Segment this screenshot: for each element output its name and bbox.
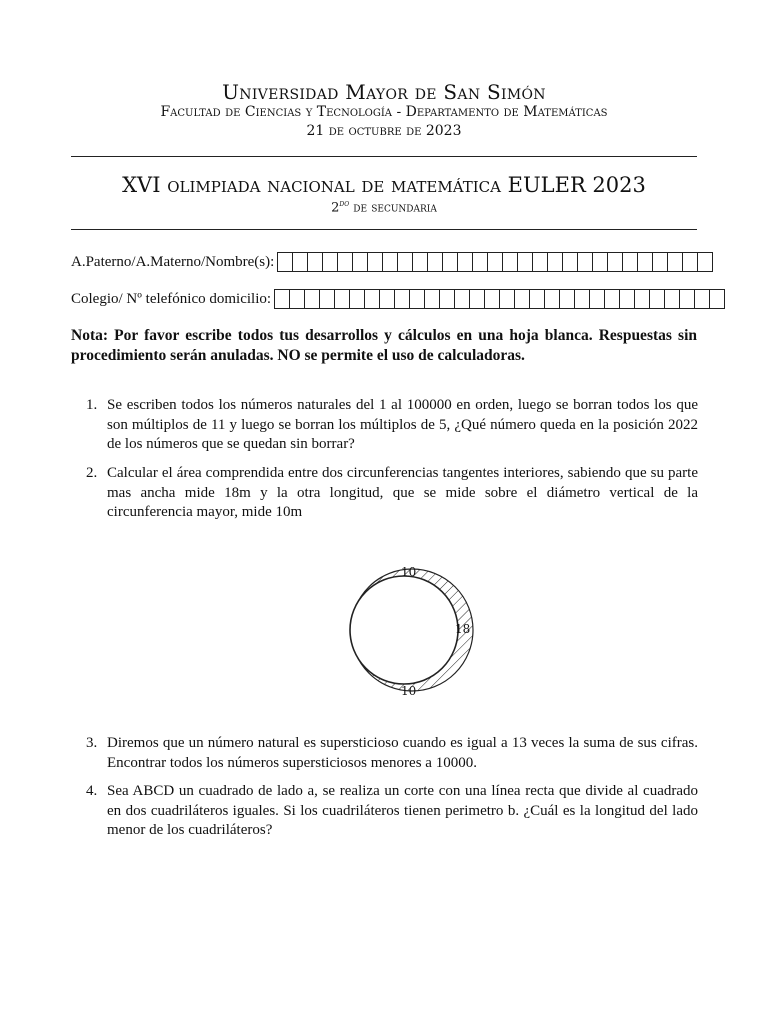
grade-level-text: de secundaria	[349, 200, 437, 216]
input-box[interactable]	[545, 289, 560, 309]
input-box[interactable]	[458, 252, 473, 272]
input-box[interactable]	[290, 289, 305, 309]
header-rule-top	[71, 156, 697, 157]
tangent-circles-figure	[340, 560, 480, 700]
input-box[interactable]	[668, 252, 683, 272]
problem-text: Calcular el área comprendida entre dos circunferencias tangentes interiores, sabiendo que su parte mas ancha mide 18m y la otra longitud, que se mide sobre el diámetro vertical de la circunferencia mayor, mide 10m	[107, 465, 698, 520]
input-box[interactable]	[323, 252, 338, 272]
input-box[interactable]	[635, 289, 650, 309]
figure-label-top: 10	[401, 565, 417, 579]
input-box[interactable]	[500, 289, 515, 309]
problem-text: Diremos que un número natural es supersticioso cuando es igual a 13 veces la suma de sus cifras. Encontrar todos los números supersticiosos menores a 10000.	[107, 735, 698, 771]
figure-label-bottom: 10	[401, 684, 417, 698]
input-box[interactable]	[470, 289, 485, 309]
input-box[interactable]	[590, 289, 605, 309]
input-box[interactable]	[605, 289, 620, 309]
olympiad-title: XVI olimpiada nacional de matemática EULER 2023	[122, 173, 646, 197]
input-box[interactable]	[680, 289, 695, 309]
grade-level-number: 2	[331, 200, 340, 216]
input-box[interactable]	[338, 252, 353, 272]
input-box[interactable]	[440, 289, 455, 309]
problem-number: 2.	[86, 465, 98, 481]
input-box[interactable]	[530, 289, 545, 309]
input-box[interactable]	[398, 252, 413, 272]
input-box[interactable]	[653, 252, 668, 272]
input-box[interactable]	[368, 252, 383, 272]
input-box[interactable]	[380, 289, 395, 309]
input-box[interactable]	[413, 252, 428, 272]
input-box[interactable]	[623, 252, 638, 272]
input-box[interactable]	[293, 252, 308, 272]
input-box[interactable]	[275, 289, 290, 309]
exam-date: 21 de octubre de 2023	[306, 123, 462, 139]
inner-circle	[350, 576, 458, 684]
input-box[interactable]	[695, 289, 710, 309]
figure-label-right: 18	[455, 622, 471, 636]
input-box[interactable]	[485, 289, 500, 309]
input-box[interactable]	[518, 252, 533, 272]
university-name: Universidad Mayor de San Simón	[222, 80, 546, 104]
input-box[interactable]	[578, 252, 593, 272]
name-field-label: A.Paterno/A.Materno/Nombre(s):	[71, 253, 275, 270]
input-box[interactable]	[638, 252, 653, 272]
input-box[interactable]	[593, 252, 608, 272]
input-box[interactable]	[698, 252, 713, 272]
input-box[interactable]	[428, 252, 443, 272]
input-box[interactable]	[350, 289, 365, 309]
input-box[interactable]	[278, 252, 293, 272]
problem-text: Sea ABCD un cuadrado de lado a, se realiza un corte con una línea recta que divide al cuadrado en dos cuadriláteros iguales. Si los cuadriláteros tienen perimetro b. ¿Cuál es la longitud del lado menor de los cuadriláteros?	[107, 783, 698, 838]
input-box[interactable]	[410, 289, 425, 309]
faculty-line: Facultad de Ciencias y Tecnología - Departamento de Matemáticas	[160, 104, 608, 120]
problem-number: 4.	[86, 783, 98, 799]
school-field-label: Colegio/ Nº telefónico domicilio:	[71, 290, 272, 307]
grade-level	[0, 199, 768, 215]
input-box[interactable]	[515, 289, 530, 309]
input-box[interactable]	[710, 289, 725, 309]
problem-number: 3.	[86, 735, 98, 751]
exam-note: Nota: Por favor escribe todos tus desarrollos y cálculos en una hoja blanca. Respuestas sin procedimiento serán anuladas. NO se permite el uso de calculadoras.	[71, 327, 697, 364]
input-box[interactable]	[383, 252, 398, 272]
problem-4	[86, 782, 698, 841]
input-box[interactable]	[548, 252, 563, 272]
input-box[interactable]	[488, 252, 503, 272]
input-box[interactable]	[425, 289, 440, 309]
input-box[interactable]	[335, 289, 350, 309]
input-box[interactable]	[473, 252, 488, 272]
input-box[interactable]	[650, 289, 665, 309]
input-box[interactable]	[320, 289, 335, 309]
input-box[interactable]	[608, 252, 623, 272]
school-input-boxes[interactable]	[274, 289, 725, 309]
input-box[interactable]	[395, 289, 410, 309]
input-box[interactable]	[455, 289, 470, 309]
input-box[interactable]	[560, 289, 575, 309]
problem-1	[86, 396, 698, 455]
problem-text: Se escriben todos los números naturales del 1 al 100000 en orden, luego se borran todos los que son múltiplos de 11 y luego se borran los múltiplos de 5, ¿Qué número queda en la posición 2022 de los números que se quedan sin borrar?	[107, 397, 698, 452]
input-box[interactable]	[443, 252, 458, 272]
input-box[interactable]	[683, 252, 698, 272]
input-box[interactable]	[533, 252, 548, 272]
input-box[interactable]	[353, 252, 368, 272]
input-box[interactable]	[308, 252, 323, 272]
name-field	[71, 252, 713, 272]
grade-level-suffix: do	[339, 199, 350, 209]
school-field	[71, 289, 725, 309]
input-box[interactable]	[563, 252, 578, 272]
input-box[interactable]	[665, 289, 680, 309]
input-box[interactable]	[305, 289, 320, 309]
input-box[interactable]	[620, 289, 635, 309]
problem-2	[86, 464, 698, 523]
name-input-boxes[interactable]	[277, 252, 713, 272]
input-box[interactable]	[503, 252, 518, 272]
input-box[interactable]	[365, 289, 380, 309]
problem-3	[86, 734, 698, 773]
header-rule-bottom	[71, 229, 697, 230]
input-box[interactable]	[575, 289, 590, 309]
problem-number: 1.	[86, 397, 98, 413]
